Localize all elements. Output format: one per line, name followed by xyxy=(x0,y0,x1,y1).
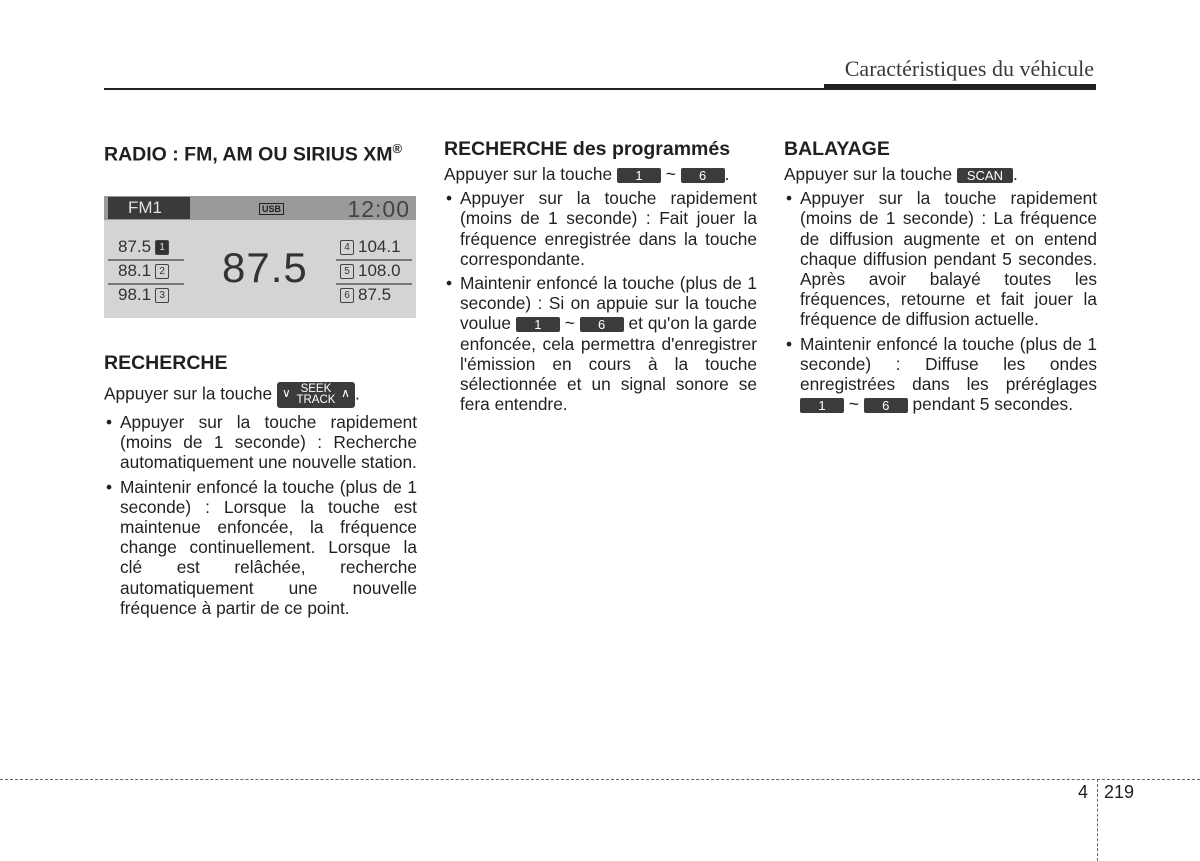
preset-key-1: 1 xyxy=(800,398,844,413)
preset-number-icon: 1 xyxy=(155,240,169,255)
preset-right-5: 5 108.0 xyxy=(340,261,401,281)
column-search xyxy=(104,352,417,622)
radio-clock: 12:00 xyxy=(347,196,410,222)
radio-heading: RADIO : FM, AM OU SIRIUS XM® xyxy=(104,141,403,166)
preset-key-6: 6 xyxy=(864,398,908,413)
list-item: • Appuyer sur la touche rapidement (moins de 1 seconde) : La fréquence de diffusion augmente et on entend chaque diffusion pendant 5 secondes. Après avoir balayé toutes les fréquences, retourne et fait jouer la fréquence de diffusion actuelle. xyxy=(784,188,1097,329)
scan-bullets xyxy=(784,188,1097,414)
preset-left-1: 87.5 1 xyxy=(118,237,169,257)
column-scan xyxy=(784,138,1097,418)
preset-key-1: 1 xyxy=(516,317,560,332)
preset-search-heading: RECHERCHE des programmés xyxy=(444,138,731,160)
preset-number-icon: 4 xyxy=(340,240,354,255)
column-preset-search xyxy=(444,138,757,418)
search-bullets xyxy=(104,412,417,618)
seek-track-key: ∨ SEEK TRACK ∧ xyxy=(277,382,355,408)
radio-display-illustration xyxy=(104,196,416,318)
preset-key-6: 6 xyxy=(681,168,725,183)
list-item: • Appuyer sur la touche rapidement (moins de 1 seconde) : Recherche automatiquement une nouvelle station. xyxy=(104,412,417,473)
chapter-number: 4 xyxy=(1078,782,1089,802)
preset-number-icon: 2 xyxy=(155,264,169,279)
list-item: • Maintenir enfoncé la touche (plus de 1 seconde) : Lorsque la touche est maintenue enfoncée, la fréquence change continuellement. Lorsque la clé est relâchée, recherche automatiquement une nouvelle fréquence à partir de ce point. xyxy=(104,477,417,618)
registered-mark: ® xyxy=(392,141,403,156)
radio-main-frequency: 87.5 xyxy=(222,244,308,291)
preset-right-4: 4 104.1 xyxy=(340,237,401,257)
list-item: • Appuyer sur la touche rapidement (moins de 1 seconde) : Fait jouer la fréquence enregistrée dans la touche correspondante. xyxy=(444,188,757,269)
preset-number-icon: 6 xyxy=(340,288,354,303)
scan-heading: BALAYAGE xyxy=(784,138,890,160)
chevron-down-icon: ∨ xyxy=(281,386,291,400)
header-rule-accent xyxy=(824,84,1096,90)
scan-lead: Appuyer sur la touche SCAN . xyxy=(784,164,1018,184)
footer-rule xyxy=(0,779,1200,780)
list-item: • Maintenir enfoncé la touche (plus de 1 seconde) : Diffuse les ondes enregistrées dans les préréglages 1 ~ 6 pendant 5 secondes. xyxy=(784,334,1097,415)
footer-divider xyxy=(1097,779,1098,861)
scan-key: SCAN xyxy=(957,168,1013,183)
search-heading: RECHERCHE xyxy=(104,352,228,374)
radio-band-label: FM1 xyxy=(108,197,190,219)
preset-left-3: 98.1 3 xyxy=(118,285,169,305)
preset-key-1: 1 xyxy=(617,168,661,183)
preset-right-6: 6 87.5 xyxy=(340,285,391,305)
preset-search-bullets xyxy=(444,188,757,414)
chevron-up-icon: ∧ xyxy=(341,386,350,400)
column-radio xyxy=(104,138,417,166)
search-lead: Appuyer sur la touche ∨ SEEK TRACK ∧ . xyxy=(104,383,360,406)
page-number: 219 xyxy=(1104,782,1135,802)
list-item: • Maintenir enfoncé la touche (plus de 1 seconde) : Si on appuie sur la touche voulue 1 ~ 6 et qu'on la garde enfoncée, cela permettra d'enregistrer l'émission en cours à la touche sélectionnée et un signal sonore se fera entendre. xyxy=(444,273,757,414)
preset-left-2: 88.1 2 xyxy=(118,261,169,281)
preset-search-lead: Appuyer sur la touche 1 ~ 6 . xyxy=(444,164,730,184)
preset-number-icon: 3 xyxy=(155,288,169,303)
preset-key-6: 6 xyxy=(580,317,624,332)
page-header-title: Caractéristiques du véhicule xyxy=(844,56,1094,81)
usb-icon: USB xyxy=(259,203,284,215)
preset-number-icon: 5 xyxy=(340,264,354,279)
